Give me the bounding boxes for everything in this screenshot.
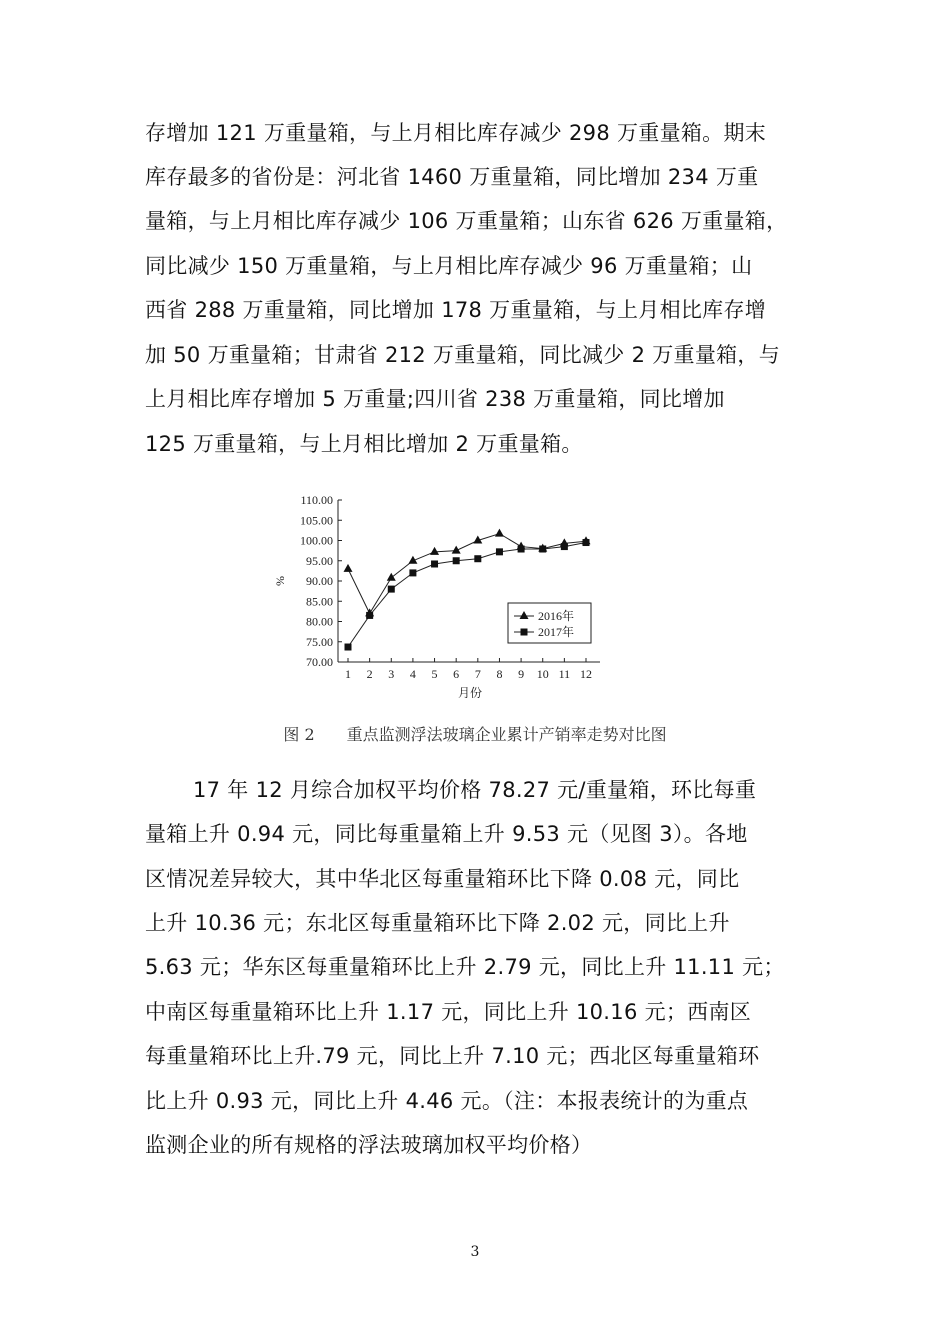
y-tick-label: 110.00 [300,493,333,507]
text-line: 量箱，与上月相比库存减少 106 万重量箱；山东省 626 万重量箱， [145,209,788,233]
text-line: 量箱上升 0.94 元，同比每重量箱上升 9.53 元（见图 3）。各地 [145,822,748,846]
text-line: 中南区每重量箱环比上升 1.17 元，同比上升 10.16 元；西南区 [145,1000,752,1024]
text-line: 17 年 12 月综合加权平均价格 78.27 元/重量箱，环比每重 [193,778,757,802]
data-point [431,560,438,567]
text-line: 区情况差异较大，其中华北区每重量箱环比下降 0.08 元，同比 [145,867,740,891]
page-number: 3 [470,1244,480,1260]
data-point [518,546,525,553]
y-tick-label: 95.00 [306,553,333,568]
x-tick-label: 11 [558,667,571,681]
legend-label: 2017年 [538,625,575,639]
data-point [453,557,460,564]
x-tick-label: 7 [474,667,481,681]
x-tick-label: 2 [366,667,373,681]
x-tick-label: 8 [496,667,503,681]
data-point [388,586,395,593]
y-tick-label: 70.00 [306,655,333,669]
text-line: 西省 288 万重量箱，同比增加 178 万重量箱，与上月相比库存增 [145,298,767,322]
x-axis-label: 月份 [457,686,483,700]
legend-marker [521,629,528,636]
y-tick-label: 85.00 [306,594,333,609]
data-point [409,569,416,576]
text-line: 加 50 万重量箱；甘肃省 212 万重量箱，同比减少 2 万重量箱，与 [145,343,781,367]
data-point [539,546,546,553]
y-tick-label: 80.00 [306,614,333,629]
text-line: 库存最多的省份是：河北省 1460 万重量箱，同比增加 234 万重 [145,165,759,189]
data-point [561,543,568,550]
x-tick-label: 1 [345,667,351,681]
data-point [387,573,396,581]
series-line-2016年 [348,534,586,614]
y-tick-label: 100.00 [300,533,333,548]
figure-caption: 图 2 重点监测浮法玻璃企业累计产销率走势对比图 [283,725,667,744]
text-line: 125 万重量箱，与上月相比增加 2 万重量箱。 [145,432,583,456]
y-tick-label: 105.00 [300,513,333,528]
data-point [496,548,503,555]
data-point [495,529,504,537]
data-point [345,644,352,651]
text-line: 上月相比库存增加 5 万重量;四川省 238 万重量箱，同比增加 [145,387,725,411]
text-line: 同比减少 150 万重量箱，与上月相比库存减少 96 万重量箱；山 [145,254,753,278]
x-tick-label: 9 [518,667,525,681]
x-tick-label: 12 [580,667,592,681]
y-tick-label: 75.00 [306,634,333,649]
sales-rate-chart [270,485,610,705]
data-point [583,539,590,546]
x-tick-label: 6 [453,667,460,681]
text-line: 5.63 元；华东区每重量箱环比上升 2.79 元，同比上升 11.11 元； [145,955,785,979]
x-tick-label: 3 [388,667,395,681]
data-point [430,547,439,555]
text-line: 监测企业的所有规格的浮法玻璃加权平均价格） [145,1133,593,1157]
text-line: 比上升 0.93 元，同比上升 4.46 元。（注：本报表统计的为重点 [145,1089,749,1113]
text-line: 存增加 121 万重量箱，与上月相比库存减少 298 万重量箱。期末 [145,121,767,145]
data-point [474,555,481,562]
x-tick-label: 5 [431,667,438,681]
y-axis-label: % [273,576,287,586]
text-line: 每重量箱环比上升.79 元，同比上升 7.10 元；西北区每重量箱环 [145,1044,760,1068]
y-tick-label: 90.00 [306,574,333,588]
x-tick-label: 10 [536,667,549,681]
text-line: 上升 10.36 元；东北区每重量箱环比下降 2.02 元，同比上升 [145,911,730,935]
legend-label: 2016年 [538,609,575,623]
x-tick-label: 4 [409,667,416,681]
data-point [366,612,373,619]
data-point [344,564,353,572]
